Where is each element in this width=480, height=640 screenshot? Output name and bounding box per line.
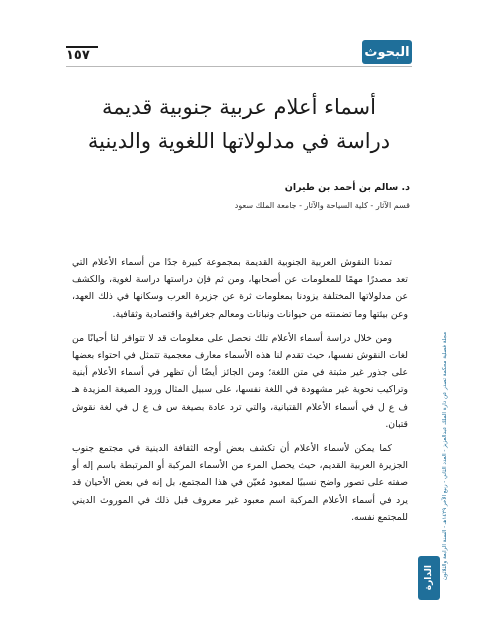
section-tab-label: البحوث (364, 44, 410, 60)
journal-logo (418, 556, 440, 600)
article-title (66, 90, 412, 158)
section-tab (362, 40, 412, 64)
author-name: د. سالم بن أحمد بن طيران (284, 182, 410, 193)
body-paragraph-1: تمدنا النقوش العربية الجنوبية القديمة بمجموعة كبيرة جدًا من أسماء الأعلام التي تعد مصدرًا مهمًا للمعلومات عن أصحابها، ومن ثم فإن دراستها دراسة لغوية، والكشف عن مدلولاتها المختلفة يزودنا بمعلومات ثرة عن جزيرة العرب وسكانها في ذلك العهد، وعن بيئتها وما تضمنته من حيوانات ونباتات ومعالم جغرافية واقتصادية وثقافية. (72, 257, 408, 320)
page-number: ١٥٧ (66, 48, 90, 63)
title-line-2: دراسة في مدلولاتها اللغوية والدينية (87, 129, 391, 153)
body-paragraph-3: كما يمكن لأسماء الأعلام أن تكشف بعض أوجه الثقافة الدينية في مجتمع جنوب الجزيرة العربية القديم، حيث يحصل المرء من الأسماء المركبة أو المرتبطة باسم إله أو صفته على تصور واضح نسبيًا لمعبود مُعيّن في هذا المجتمع، بل إنه في بعض الأحيان قد يرد في أسماء الأعلام المركبة اسم معبود غير معروف قبل ذلك في الموروث الديني للمجتمع نفسه. (72, 443, 408, 523)
journal-logo-text: الدارة (424, 565, 434, 591)
journal-info-vertical-text: مجلة فصلية محكمة تصدر عن دارة الملك عبدالعزيز - العدد الثاني - ربيع الآخر ١٤٢٩هـ - السنة الرابعة والثلاثون (442, 331, 448, 580)
title-line-1: أسماء أعلام عربية جنوبية قديمة (102, 95, 376, 119)
body-paragraph-2: ومن خلال دراسة أسماء الأعلام تلك نحصل على معلومات قد لا تتوافر لنا أحيانًا من لغات النقوش نفسها، حيث تقدم لنا هذه الأسماء معارف معجمية تتمثل في احتواء بعضها على جذور غير مثبتة في متن اللغة؛ ومن الجائز أيضًا أن تظهر في أسماء الأعلام أبنية وتراكيب نحوية غير مشهودة في اللغة نفسها، على سبيل المثال ورود الصيغة المزيدة هـ ف ع ل في أسماء الأعلام القتبانية، والتي ترد عادة بصيغة س ف ع ل في لغة نقوش قتبان. (72, 332, 408, 430)
author-affiliation: قسم الآثار - كلية السياحة والآثار - جامعة الملك سعود (234, 201, 410, 210)
header-divider (66, 66, 412, 67)
article-body (72, 254, 408, 533)
